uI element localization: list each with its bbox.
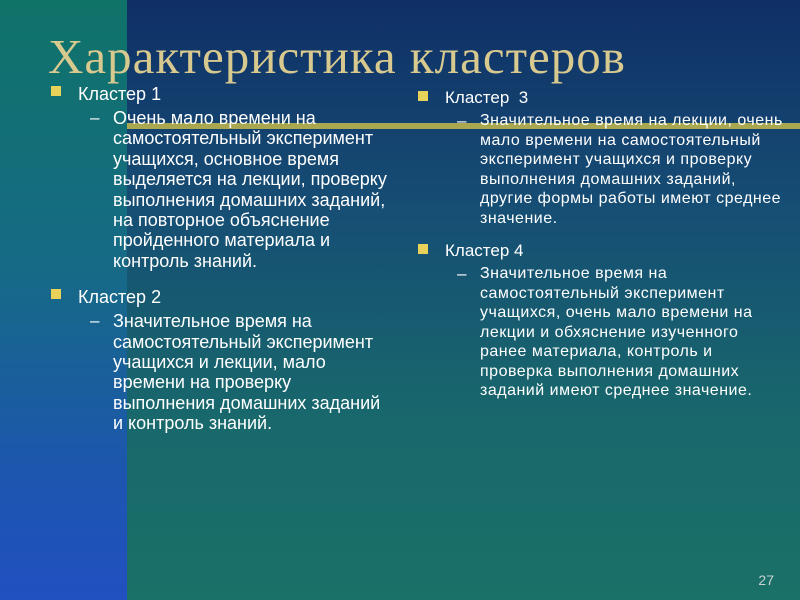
- slide-title: Характеристика кластеров: [48, 29, 626, 84]
- right-column: [415, 87, 790, 401]
- dash-bullet-icon: –: [90, 311, 100, 331]
- cluster-description: Значительное время на самостоятельный эксперимент учащихся и лекции, мало времени на проверку выполнения домашних заданий и контроль знаний.: [113, 311, 381, 434]
- square-bullet-icon: [418, 91, 428, 101]
- cluster-label: Кластер 2: [78, 287, 162, 308]
- cluster-description-block: [78, 311, 393, 433]
- cluster-description-block: [445, 264, 790, 401]
- cluster-label: Кластер 4: [445, 241, 524, 260]
- cluster-item-2: [48, 285, 393, 433]
- left-column: [48, 82, 393, 434]
- cluster-label: Кластер 3: [445, 88, 529, 107]
- cluster-item-1: [48, 82, 393, 271]
- square-bullet-icon: [418, 244, 428, 254]
- cluster-item-4: [415, 240, 790, 401]
- cluster-description-block: [78, 108, 393, 271]
- dash-bullet-icon: –: [90, 108, 100, 127]
- cluster-description: Значительное время на лекции, очень мало времени на самостоятельный эксперимент учащихся и проверку выполнения домашних заданий, другие формы работы имеют среднее значение.: [480, 112, 783, 227]
- page-number: 27: [758, 572, 774, 588]
- dash-bullet-icon: –: [457, 264, 467, 283]
- cluster-description-block: [445, 111, 790, 228]
- cluster-description: Значительное время на самостоятельный эксперимент учащихся, очень мало времени на лекции и обхяснение изученного ранее материала, контроль и проверка выполнения домашних заданий имеют среднее значение.: [480, 265, 753, 399]
- square-bullet-icon: [51, 289, 61, 299]
- dash-bullet-icon: –: [457, 111, 467, 130]
- cluster-description: Очень мало времени на самостоятельный эксперимент учащихся, основное время выделяется на лекции, проверку выполнения домашних заданий, на повторное объяснение пройденного материала и контроль знаний.: [113, 108, 387, 271]
- square-bullet-icon: [51, 86, 61, 96]
- cluster-item-3: [415, 87, 790, 228]
- cluster-label: Кластер 1: [78, 84, 162, 104]
